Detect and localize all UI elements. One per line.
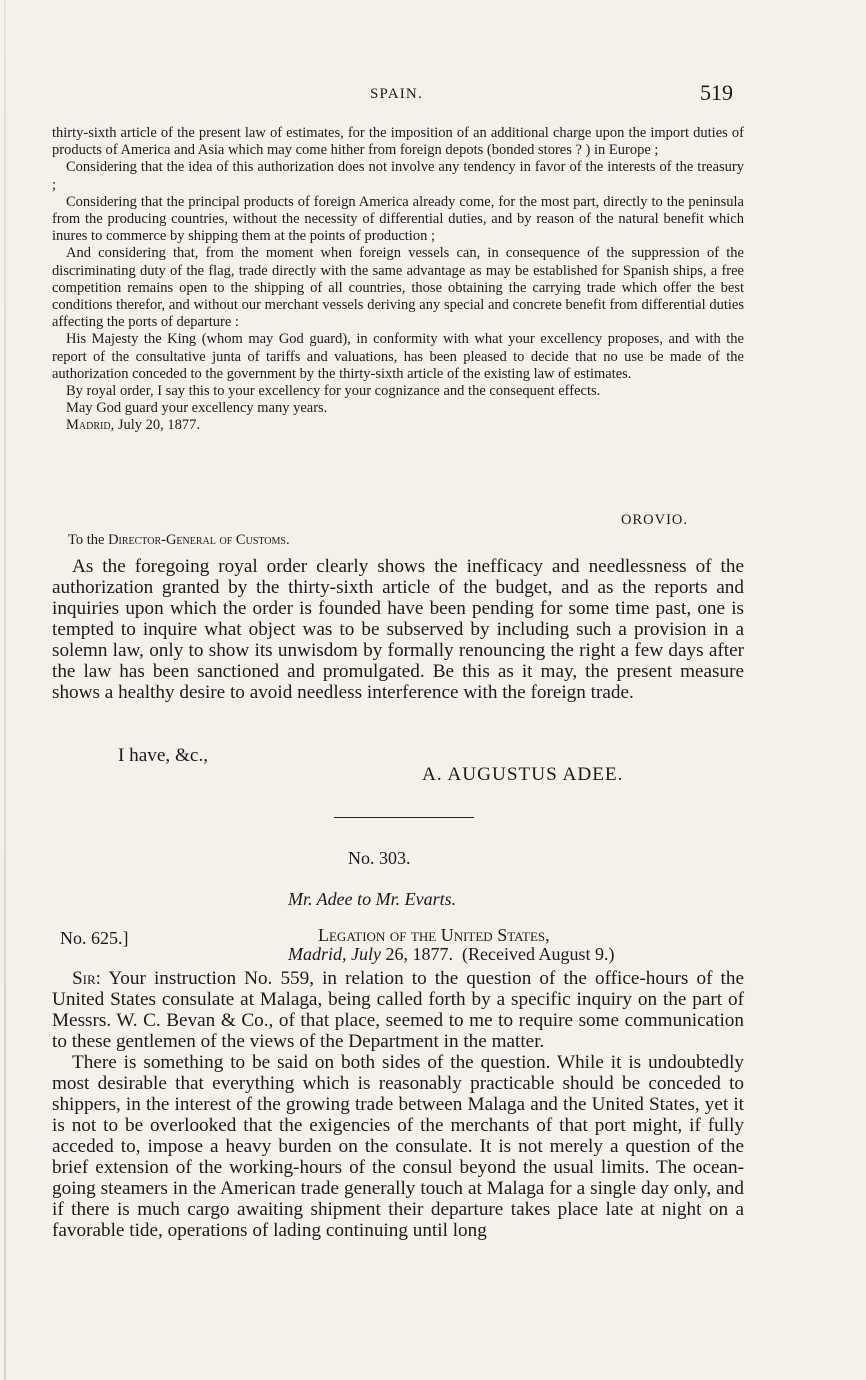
dispatch-dateline xyxy=(288,944,614,965)
binding-shadow xyxy=(4,0,6,1380)
section-divider xyxy=(334,817,474,818)
dispatch-date: 26, 1877. xyxy=(380,944,453,964)
order-paragraph: By royal order, I say this to your excellency for your cognizance and the consequent effects. xyxy=(66,383,601,400)
dispatch-title: Mr. Adee to Mr. Evarts. xyxy=(288,889,457,909)
received-note: (Received August 9.) xyxy=(461,944,615,964)
commentary-paragraph: As the foregoing royal order clearly shows the inefficacy and needlessness of the authorization granted by the thirty-sixth article of the budget, and as the reports and inquiries upon which the order is founded have been pending for some time past, one is tempted to inquire what object was to be subserved by including such a provision in a solemn law, only to show its unwisdom by formally renouncing the right a few days after the law has been sanctioned and promulgated. Be this as it may, the present measure shows a healthy desire to avoid needless interference with the foreign trade. xyxy=(52,556,744,703)
order-paragraph: Considering that the idea of this authorization does not involve any tendency in favor of the interests of the treasury ; xyxy=(52,159,744,193)
dispatch-number: No. 303. xyxy=(348,848,411,868)
page-number: 519 xyxy=(700,80,733,105)
order-place: Madrid xyxy=(66,417,111,434)
dispatch-body xyxy=(52,968,744,1241)
order-signature: OROVIO. xyxy=(621,512,689,528)
running-title: SPAIN. xyxy=(370,86,423,102)
order-paragraph: And considering that, from the moment when foreign vessels can, in consequence of the suppression of the discriminating duty of the flag, trade directly with the same advantage as may be established for Spanish ships, a free competition remains open to the shipping of all countries, those obtaining the carrying trade which offer the best conditions therefor, and without our merchant vessels deriving any special and concrete benefit from differential duties affecting the ports of departure : xyxy=(52,245,744,331)
dispatch-reference: No. 625.] xyxy=(60,928,129,948)
order-paragraph: Considering that the principal products of foreign America already come, for the most part, directly to the peninsula from the producing countries, without the necessity of differential duties, and by reason of the natural benefit which inures to commerce by shipping them at the points of production ; xyxy=(52,193,744,245)
order-addressee: To the Director-General of Customs. xyxy=(68,532,290,548)
order-paragraph: His Majesty the King (whom may God guard), in conformity with what your excellency proposes, and with the report of the consultative junta of tariffs and valuations, has been pleased to decide that no use be made of the authorization conceded to the government by the thirty-sixth article of the existing law of estimates. xyxy=(52,331,744,382)
dispatch-paragraph: There is something to be said on both sides of the question. While it is undoubtedly most desirable that everything which is reasonably practicable should be conceded to shippers, in the interest of the growing trade between Malaga and the United States, yet it is not to be overlooked that the exigencies of the merchants of that port might, if fully acceded to, impose a heavy burden on the consulate. It is not merely a question of the brief extension of the working-hours of the consul beyond the usual limits. The ocean-going steamers in the American trade generally touch at Malaga for a single day only, and if there is much cargo awaiting shipment their departure takes place late at night on a favorable tide, operations of lading continuing until long xyxy=(52,1052,744,1241)
royal-order-text xyxy=(52,125,744,435)
commentary-signature: A. AUGUSTUS ADEE. xyxy=(422,764,624,785)
closing-line: I have, &c., xyxy=(118,745,209,766)
addressee-title: Director-General of Customs. xyxy=(108,532,290,548)
order-paragraph: thirty-sixth article of the present law of estimates, for the imposition of an additional charge upon the import duties of products of America and Asia which may come hither from foreign depots (bonded stores ? ) in Europe ; xyxy=(52,125,744,159)
dispatch-place: Madrid, July xyxy=(288,944,381,964)
order-dateline xyxy=(52,417,744,434)
running-head xyxy=(0,80,866,106)
order-paragraph: May God guard your excellency many years. xyxy=(66,400,328,417)
dispatch-paragraph: Sir: Your instruction No. 559, in relation to the question of the office-hours of the United States consulate at Malaga, being called forth by a specific inquiry on the part of Messrs. W. C. Bevan & Co., of that place, seemed to me to require some communication to these gentlemen of the views of the Department in the matter. xyxy=(52,968,744,1052)
salutation: Sir xyxy=(72,968,96,989)
legation-heading: Legation of the United States, xyxy=(318,925,550,945)
commentary-text xyxy=(52,556,744,703)
order-date: , July 20, 1877. xyxy=(110,417,200,434)
